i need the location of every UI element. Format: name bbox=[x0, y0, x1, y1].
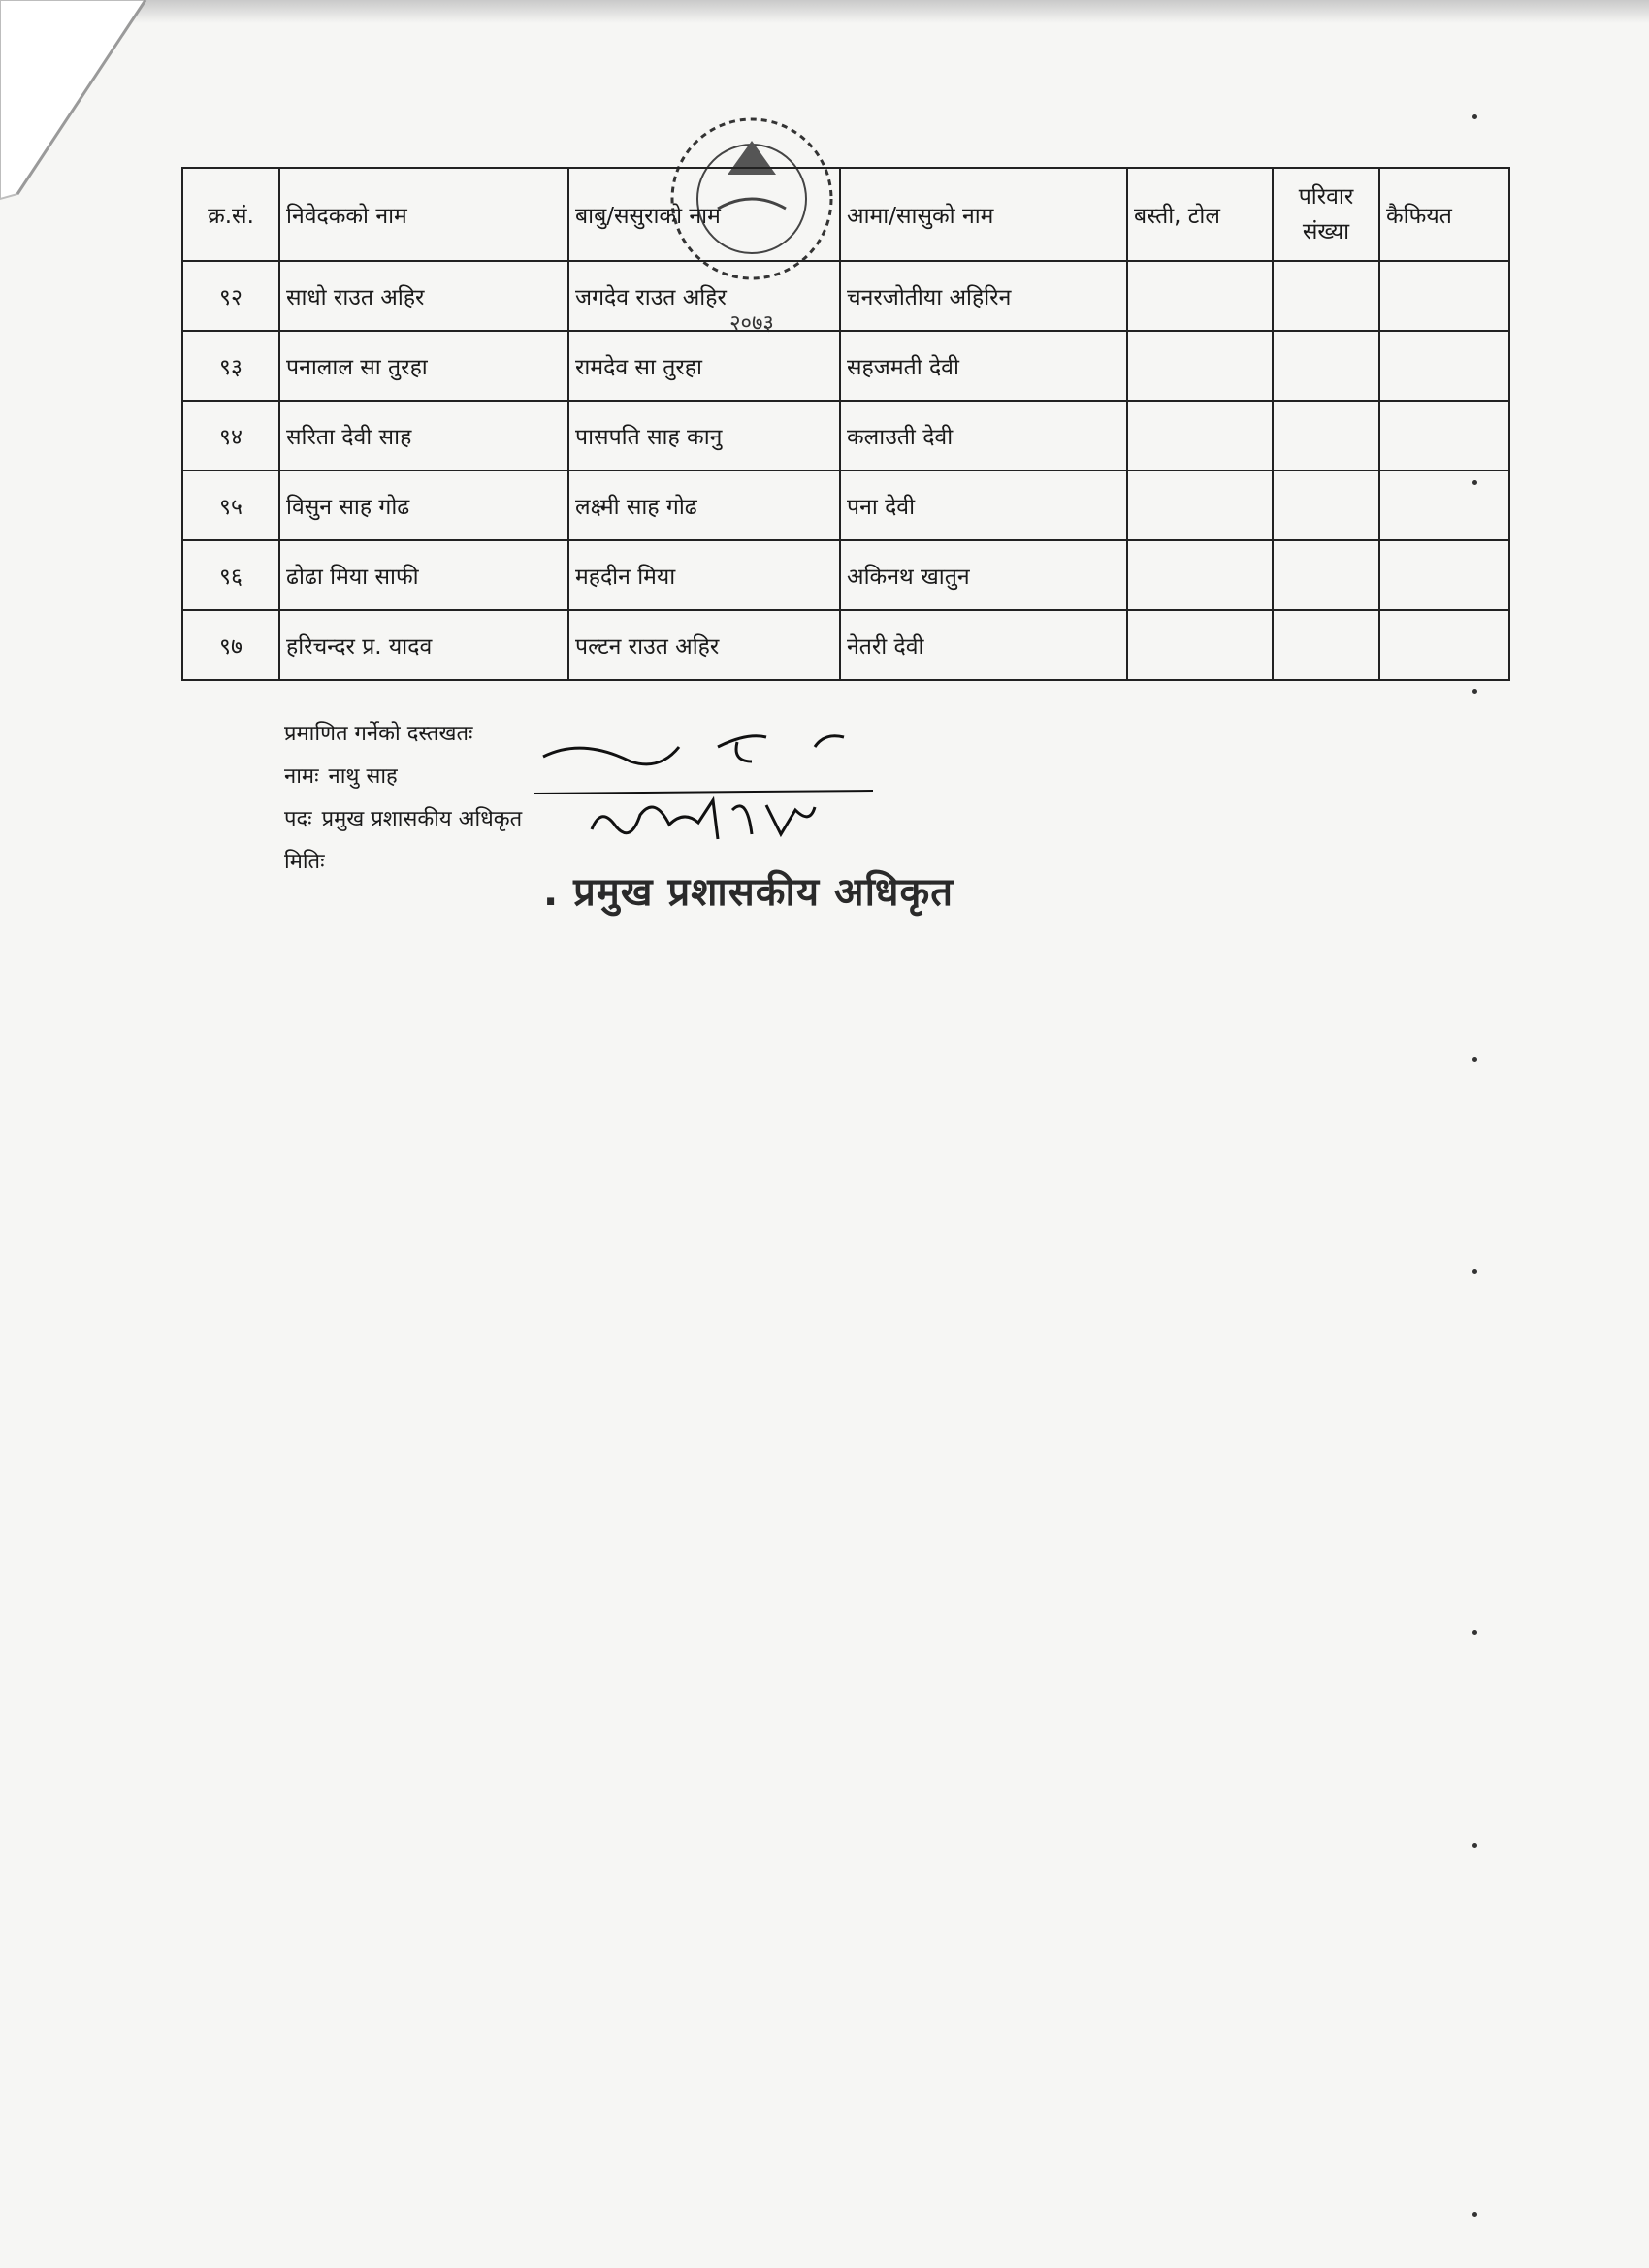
scan-speck bbox=[1472, 114, 1477, 119]
cell-settlement bbox=[1127, 540, 1273, 610]
cell-applicant: साधो राउत अहिर bbox=[279, 261, 568, 331]
cell-father: पासपति साह कानु bbox=[568, 401, 840, 470]
table-header-row bbox=[182, 168, 1509, 261]
cell-father: रामदेव सा तुरहा bbox=[568, 331, 840, 401]
name-label: नामः bbox=[284, 764, 319, 789]
post-line bbox=[284, 798, 522, 841]
cell-mother: चनरजोतीया अहिरिन bbox=[840, 261, 1127, 331]
name-value: नाथु साह bbox=[328, 764, 398, 789]
cell-remarks bbox=[1379, 261, 1509, 331]
cell-mother: सहजमती देवी bbox=[840, 331, 1127, 401]
scan-speck bbox=[1472, 480, 1477, 485]
official-stamp: . प्रमुख प्रशासकीय अधिकृत bbox=[543, 870, 954, 915]
cell-family bbox=[1273, 610, 1379, 680]
cell-mother: पना देवी bbox=[840, 470, 1127, 540]
scan-speck bbox=[1472, 689, 1477, 694]
header-family: परिवार संख्या bbox=[1273, 168, 1379, 261]
cell-sn: ९७ bbox=[182, 610, 279, 680]
cell-sn: ९५ bbox=[182, 470, 279, 540]
cell-sn: ९४ bbox=[182, 401, 279, 470]
cell-family bbox=[1273, 261, 1379, 331]
date-label: मितिः bbox=[284, 850, 325, 874]
table-row bbox=[182, 610, 1509, 680]
table-row bbox=[182, 261, 1509, 331]
cell-settlement bbox=[1127, 261, 1273, 331]
date-line bbox=[284, 841, 522, 884]
cell-settlement bbox=[1127, 401, 1273, 470]
cell-family bbox=[1273, 401, 1379, 470]
cell-remarks bbox=[1379, 470, 1509, 540]
header-settlement: बस्ती, टोल bbox=[1127, 168, 1273, 261]
scan-speck bbox=[1472, 1269, 1477, 1274]
scan-speck bbox=[1472, 1057, 1477, 1062]
header-remarks: कैफियत bbox=[1379, 168, 1509, 261]
cell-father: जगदेव राउत अहिर bbox=[568, 261, 840, 331]
scan-speck bbox=[1472, 1843, 1477, 1848]
cell-mother: नेतरी देवी bbox=[840, 610, 1127, 680]
cell-settlement bbox=[1127, 470, 1273, 540]
cell-settlement bbox=[1127, 331, 1273, 401]
cell-sn: ९३ bbox=[182, 331, 279, 401]
cell-remarks bbox=[1379, 540, 1509, 610]
post-value: प्रमुख प्रशासकीय अधिकृत bbox=[321, 807, 523, 831]
header-applicant: निवेदकको नाम bbox=[279, 168, 568, 261]
cell-mother: अकिनथ खातुन bbox=[840, 540, 1127, 610]
header-father: बाबु/ससुराको नाम bbox=[568, 168, 840, 261]
cell-father: महदीन मिया bbox=[568, 540, 840, 610]
seal-year: २०७३ bbox=[729, 311, 774, 336]
name-line bbox=[284, 756, 522, 798]
cell-remarks bbox=[1379, 331, 1509, 401]
handwritten-signature bbox=[524, 718, 912, 863]
table-row bbox=[182, 470, 1509, 540]
cell-sn: ९२ bbox=[182, 261, 279, 331]
cell-family bbox=[1273, 331, 1379, 401]
applicant-table bbox=[181, 167, 1510, 681]
cell-applicant: विसुन साह गोढ bbox=[279, 470, 568, 540]
table-row bbox=[182, 331, 1509, 401]
cell-applicant: ढोढा मिया साफी bbox=[279, 540, 568, 610]
cell-applicant: पनालाल सा तुरहा bbox=[279, 331, 568, 401]
cell-family bbox=[1273, 540, 1379, 610]
post-label: पदः bbox=[284, 807, 312, 831]
signature-label: प्रमाणित गर्नेको दस्तखतः bbox=[284, 722, 473, 746]
scan-edge bbox=[0, 0, 1649, 23]
cell-sn: ९६ bbox=[182, 540, 279, 610]
cell-settlement bbox=[1127, 610, 1273, 680]
cell-father: पल्टन राउत अहिर bbox=[568, 610, 840, 680]
table-row bbox=[182, 401, 1509, 470]
cell-family bbox=[1273, 470, 1379, 540]
table-row bbox=[182, 540, 1509, 610]
cell-remarks bbox=[1379, 401, 1509, 470]
header-mother: आमा/सासुको नाम bbox=[840, 168, 1127, 261]
cell-mother: कलाउती देवी bbox=[840, 401, 1127, 470]
signature-line bbox=[284, 713, 522, 756]
cell-applicant: सरिता देवी साह bbox=[279, 401, 568, 470]
cell-father: लक्ष्मी साह गोढ bbox=[568, 470, 840, 540]
scan-speck bbox=[1472, 1630, 1477, 1635]
cell-remarks bbox=[1379, 610, 1509, 680]
scan-speck bbox=[1472, 2212, 1477, 2217]
certification-block bbox=[284, 713, 522, 884]
header-sn: क्र.सं. bbox=[182, 168, 279, 261]
cell-applicant: हरिचन्दर प्र. यादव bbox=[279, 610, 568, 680]
